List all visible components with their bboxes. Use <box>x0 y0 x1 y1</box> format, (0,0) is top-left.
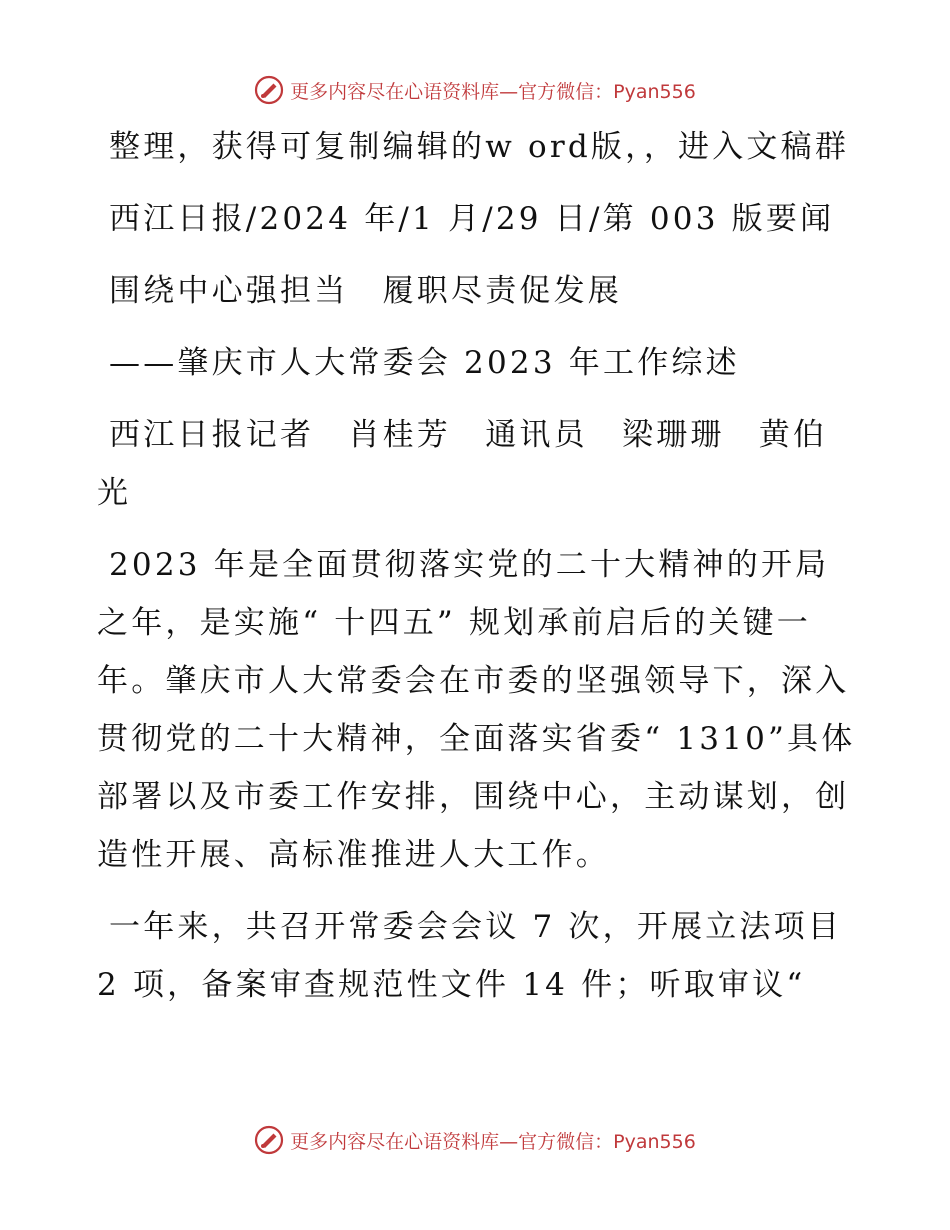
source-line: 西江日报/2024 年/1 月/29 日/第 003 版要闻 <box>109 201 835 237</box>
brand-logo-icon <box>254 75 284 105</box>
body-paragraph: 一年来，共召开常委会会议 7 次，开展立法项目 2 项，备案审查规范性文件 14 件；听取审议“ <box>97 909 843 1003</box>
intro-paragraph: 整理，获得可复制编辑的w ord版，，进入文稿群 <box>109 129 850 165</box>
banner-text: 更多内容尽在心语资料库—官方微信：Pyan556 <box>290 80 696 103</box>
banner-text: 更多内容尽在心语资料库—官方微信：Pyan556 <box>290 1130 696 1153</box>
brand-logo-icon <box>254 1125 284 1155</box>
document-body <box>97 118 857 1028</box>
header-banner <box>0 70 950 110</box>
footer-banner <box>0 1120 950 1160</box>
article-subtitle: ——肇庆市人大常委会 2023 年工作综述 <box>109 345 740 381</box>
body-paragraph: 2023 年是全面贯彻落实党的二十大精神的开局之年，是实施“ 十四五” 规划承前启后的关键一年。肇庆市人大常委会在市委的坚强领导下，深入贯彻党的二十大精神，全面落实省委“ 1310”具体部署以及市委工作安排，围绕中心，主动谋划，创造性开展、高标准推进人大工作。 <box>97 547 856 873</box>
byline: 西江日报记者 肖桂芳 通讯员 梁珊珊 黄伯光 <box>97 417 828 511</box>
article-title: 围绕中心强担当 履职尽责促发展 <box>109 273 622 309</box>
